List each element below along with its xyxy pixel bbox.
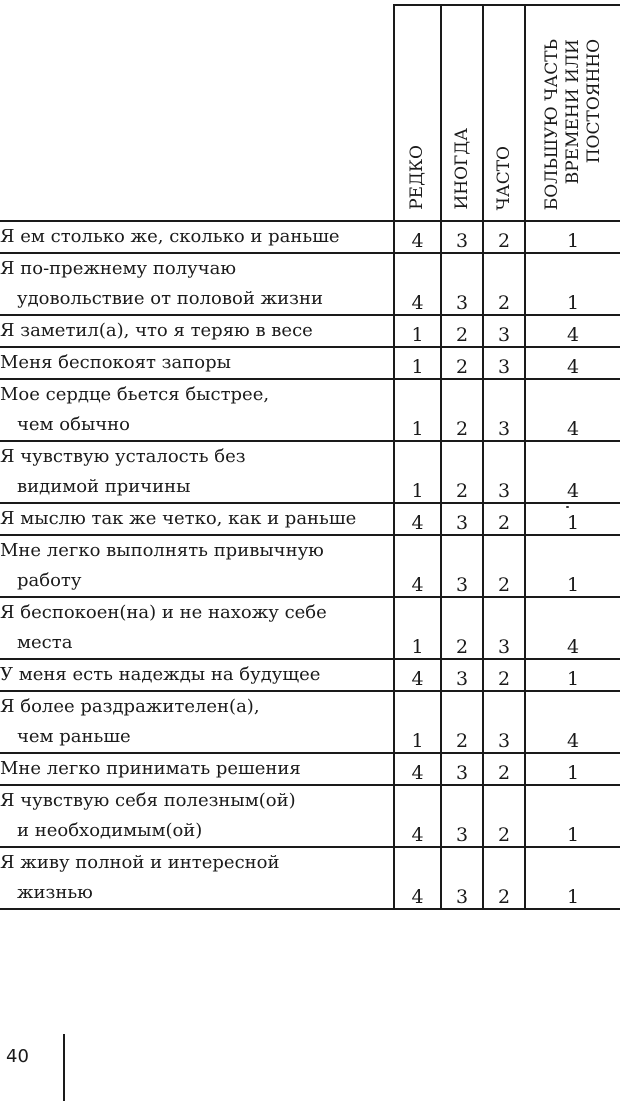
score-cell: 3 [441,535,483,597]
score-cell: 2 [483,253,525,315]
score-cell: 3 [441,503,483,535]
statement-cell [0,535,394,597]
score-cell: 3 [483,347,525,379]
score-cell: 4 [525,379,620,441]
statement-line-1: Мне легко выполнять привычную [0,540,324,561]
statement-cell [0,347,394,379]
column-header-label: БОЛЬШУЮ ЧАСТЬ ВРЕМЕНИ ИЛИ ПОСТОЯННО [541,38,604,210]
statement-line-1: Я по-прежнему получаю [0,258,237,279]
score-cell: 2 [483,503,525,535]
print-speck [566,506,569,508]
table-row [0,379,620,441]
score-cell: 3 [483,597,525,659]
column-header-label: ЧАСТО [493,145,514,210]
table-row [0,691,620,753]
score-cell: 1 [525,847,620,909]
score-cell: 1 [394,441,441,503]
table-row [0,597,620,659]
score-cell: 2 [441,597,483,659]
score-cell: 4 [394,503,441,535]
score-cell: 4 [394,535,441,597]
statement-cell [0,253,394,315]
column-header-most-of-the-time [525,5,620,221]
score-cell: 3 [441,785,483,847]
questionnaire-table [0,4,620,910]
statement-line-1: Я заметил(а), что я теряю в весе [0,320,313,341]
score-cell: 4 [394,253,441,315]
score-cell: 4 [525,347,620,379]
table-row [0,503,620,535]
table-row [0,221,620,253]
statement-line-2: места [17,632,73,653]
statement-line-2: видимой причины [17,476,191,497]
score-cell: 3 [441,253,483,315]
table-row [0,535,620,597]
score-cell: 4 [394,221,441,253]
score-cell: 4 [394,785,441,847]
score-cell: 3 [483,379,525,441]
score-cell: 1 [525,253,620,315]
score-cell: 2 [441,691,483,753]
score-cell: 2 [441,347,483,379]
score-cell: 1 [525,659,620,691]
footer-rule [63,1034,65,1101]
score-cell: 2 [483,221,525,253]
score-cell: 2 [441,315,483,347]
score-cell: 4 [525,597,620,659]
statement-line-1: Я ем столько же, сколько и раньше [0,226,340,247]
column-header-rarely [394,5,441,221]
column-header-sometimes [441,5,483,221]
score-cell: 2 [483,785,525,847]
score-cell: 1 [394,379,441,441]
statement-line-2: чем обычно [17,414,131,435]
score-cell: 3 [483,691,525,753]
statement-line-2: удовольствие от половой жизни [17,288,323,309]
statement-cell [0,503,394,535]
statement-line-1: Я чувствую себя полезным(ой) [0,790,296,811]
statement-cell [0,379,394,441]
score-cell: 4 [525,441,620,503]
score-cell: 2 [441,379,483,441]
score-cell: 1 [525,503,620,535]
column-header-often [483,5,525,221]
statement-line-1: Я мыслю так же четко, как и раньше [0,508,357,529]
score-cell: 1 [394,315,441,347]
statement-cell [0,315,394,347]
score-cell: 1 [525,785,620,847]
statement-cell [0,597,394,659]
statement-cell [0,753,394,785]
table-row [0,441,620,503]
table-row [0,847,620,909]
statement-line-2: чем раньше [17,726,131,747]
statement-line-2: жизнью [17,882,93,903]
statement-header-cell [0,5,394,221]
column-header-label: РЕДКО [407,145,427,210]
score-cell: 1 [525,535,620,597]
score-cell: 4 [394,659,441,691]
table-row [0,347,620,379]
score-cell: 2 [483,847,525,909]
score-cell: 4 [525,691,620,753]
score-cell: 4 [525,315,620,347]
column-header-label: ИНОГДА [451,128,472,210]
statement-line-1: Мне легко принимать решения [0,758,301,779]
score-cell: 3 [441,847,483,909]
statement-line-1: Я беспокоен(на) и не нахожу себе [0,602,327,623]
header-row [0,5,620,221]
score-cell: 4 [394,847,441,909]
score-cell: 3 [483,441,525,503]
score-cell: 1 [525,753,620,785]
score-cell: 3 [441,753,483,785]
score-cell: 2 [483,753,525,785]
page-footer [0,1034,620,1101]
table-row [0,659,620,691]
statement-line-1: Я более раздражителен(а), [0,696,260,717]
score-cell: 1 [394,597,441,659]
statement-cell [0,659,394,691]
score-cell: 2 [483,659,525,691]
page-number: 40 [6,1046,29,1067]
score-cell: 3 [441,659,483,691]
table-row [0,785,620,847]
statement-cell [0,221,394,253]
statement-line-1: Я чувствую усталость без [0,446,246,467]
statement-line-1: Меня беспокоят запоры [0,352,231,373]
statement-line-1: Мое сердце бьется быстрее, [0,384,270,405]
table-row [0,753,620,785]
statement-line-1: У меня есть надежды на будущее [0,664,321,685]
score-cell: 3 [441,221,483,253]
score-cell: 4 [394,753,441,785]
statement-cell [0,847,394,909]
table-row [0,253,620,315]
statement-cell [0,785,394,847]
statement-cell [0,691,394,753]
score-cell: 2 [483,535,525,597]
statement-line-2: и необходимым(ой) [17,820,203,841]
score-cell: 3 [483,315,525,347]
statement-line-2: работу [17,570,82,591]
table-row [0,315,620,347]
score-cell: 1 [394,691,441,753]
statement-line-1: Я живу полной и интересной [0,852,280,873]
statement-cell [0,441,394,503]
score-cell: 1 [394,347,441,379]
score-cell: 1 [525,221,620,253]
score-cell: 2 [441,441,483,503]
